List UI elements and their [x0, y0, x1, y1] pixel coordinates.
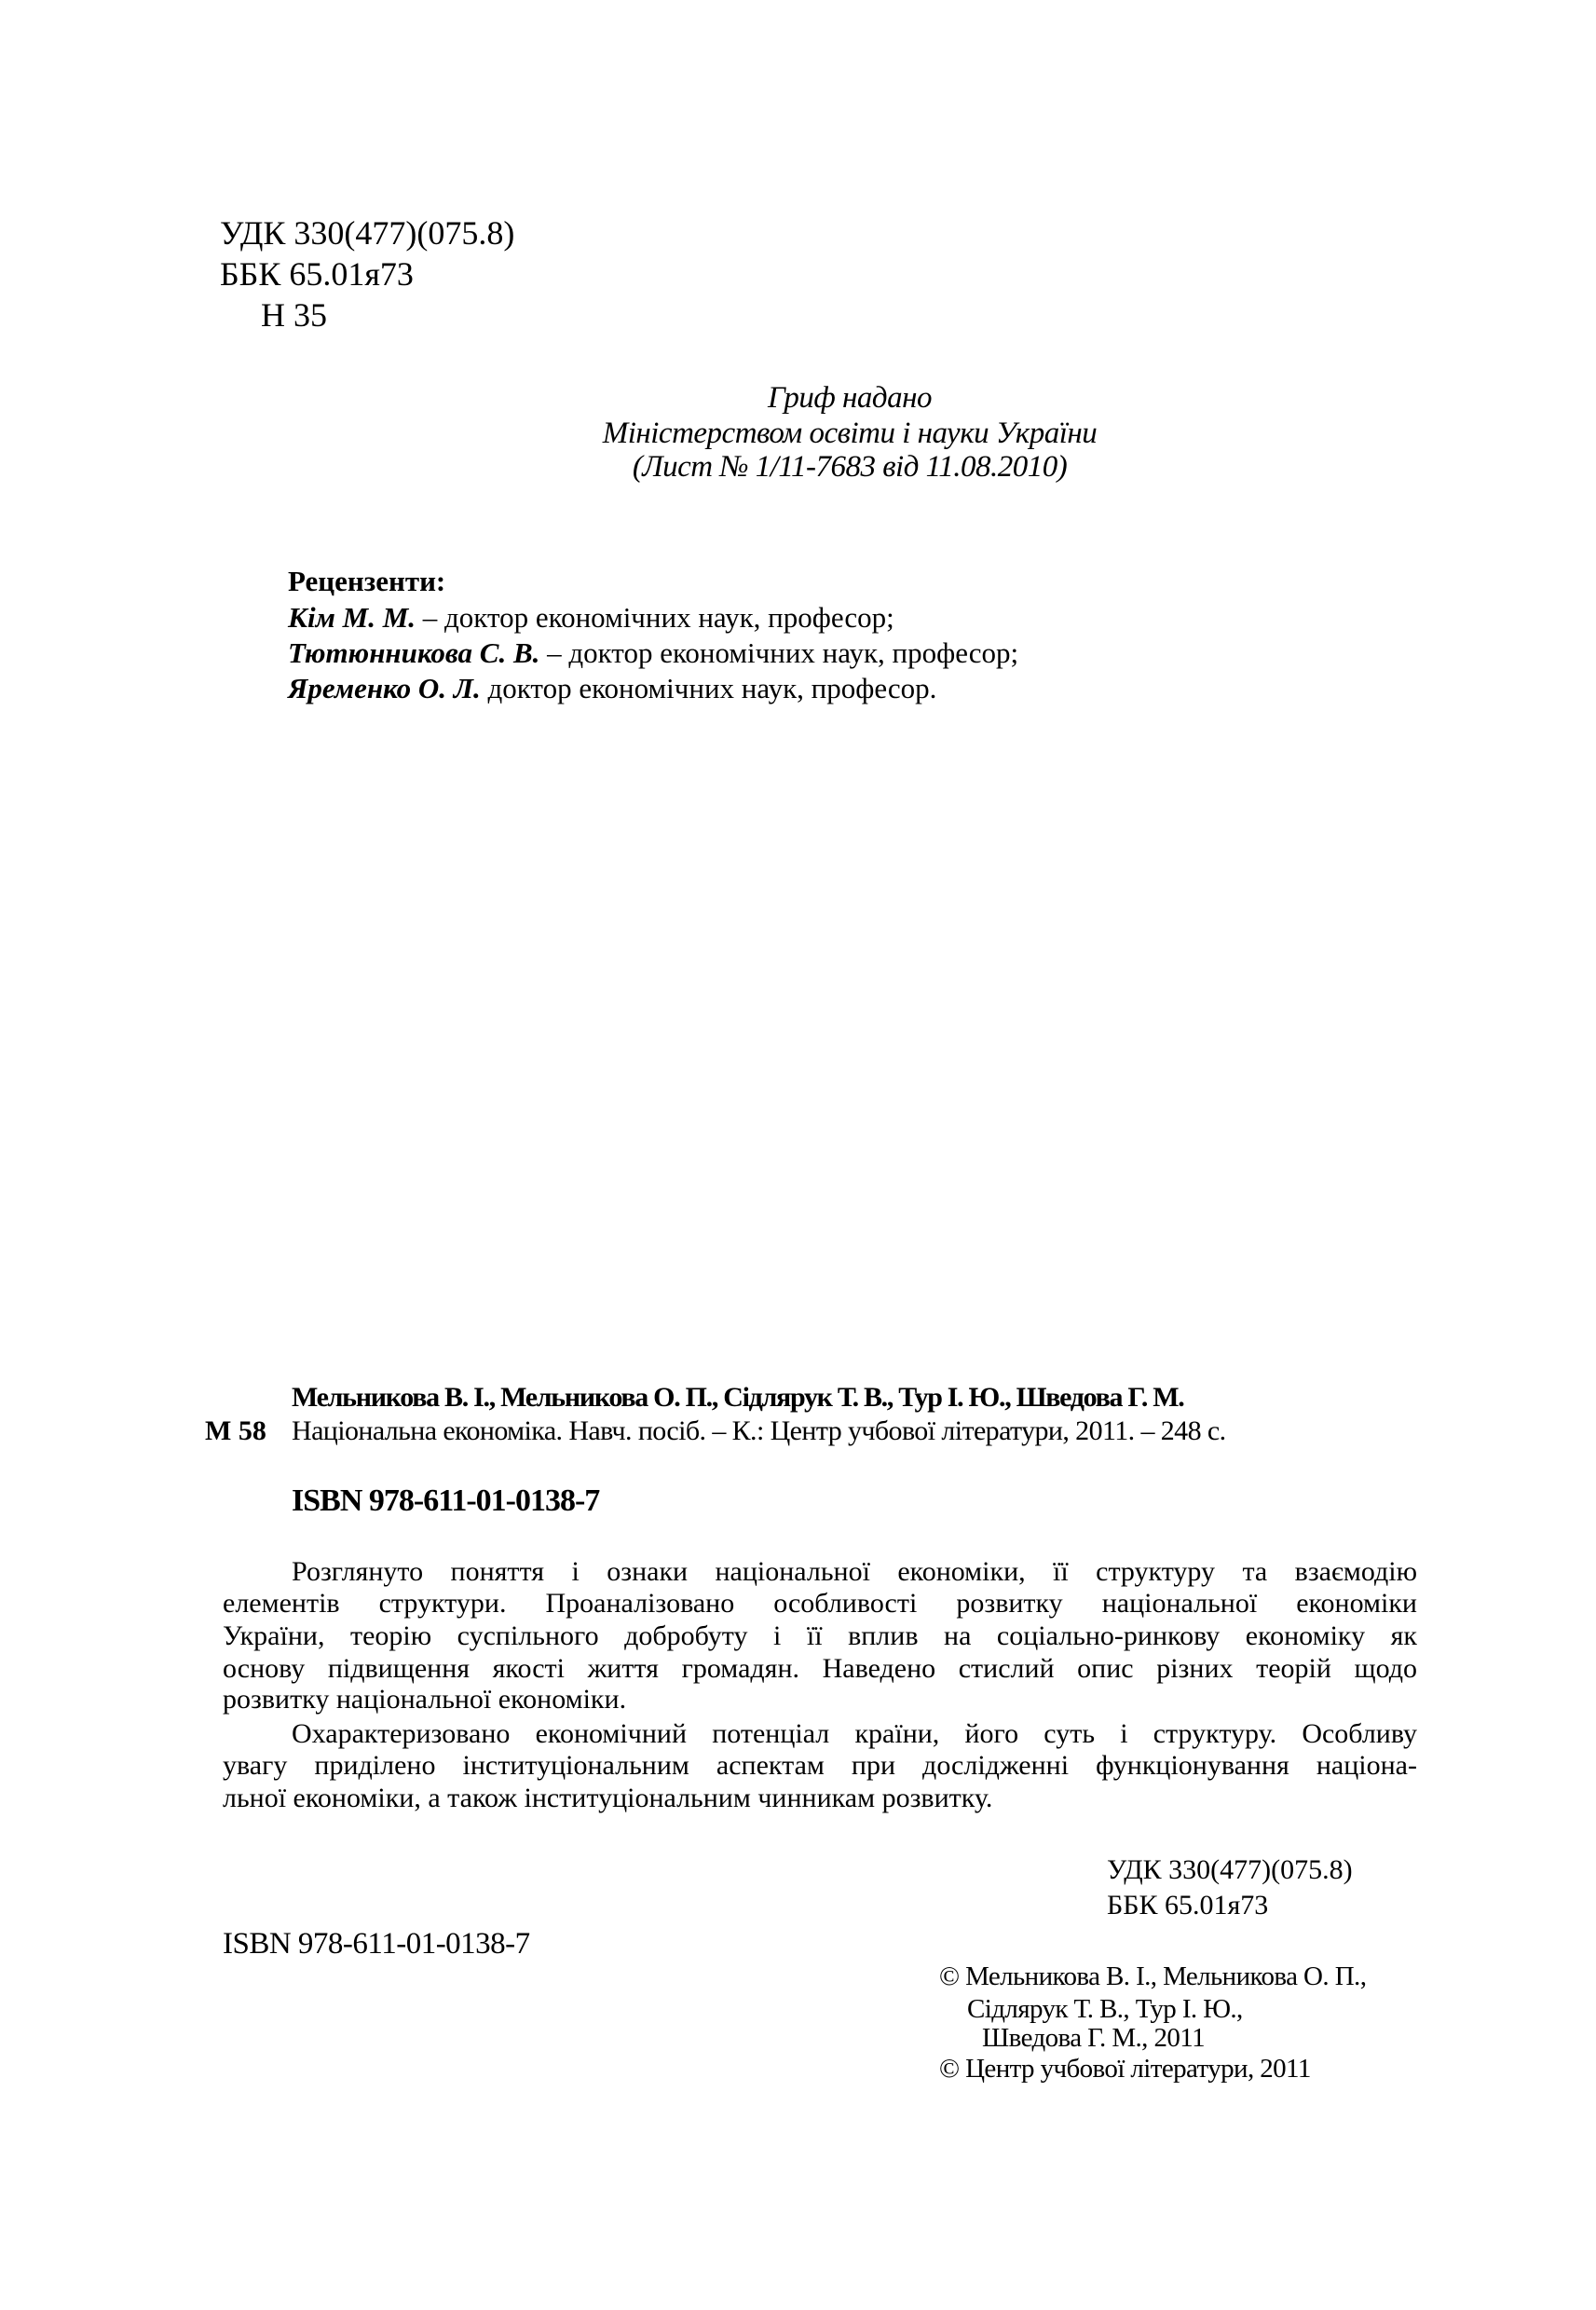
abstract-line: Розглянуто поняття і ознаки національної економіки, її структуру та взаємодію — [292, 1556, 1417, 1587]
reviewer-desc: – доктор економічних наук, професор; — [416, 601, 894, 634]
abstract-line: льної економіки, а також інституціональним чинникам розвитку. — [223, 1783, 993, 1813]
grif-line-1: Гриф надано — [768, 381, 932, 415]
reviewer-1 — [288, 603, 894, 632]
reviewer-desc: доктор економічних наук, професор. — [480, 672, 937, 704]
footer-bbk: ББК 65.01я73 — [1107, 1890, 1269, 1920]
reviewer-name: Яременко О. Л. — [288, 672, 481, 704]
copyright-line: Сідлярук Т. В., Тур І. Ю., — [967, 1994, 1243, 2024]
book-title-line: Національна економіка. Навч. посіб. – К.: Центр учбової літератури, 2011. – 248 с. — [292, 1415, 1226, 1446]
abstract-line: України, теорію суспільного добробуту і її вплив на соціально-ринкову економіку як — [223, 1620, 1417, 1651]
copyright-line: Шведова Г. М., 2011 — [982, 2023, 1206, 2053]
reviewer-name: Тютюнникова С. В. — [288, 636, 540, 669]
book-authors: Мельникова В. І., Мельникова О. П., Сідлярук Т. В., Тур І. Ю., Шведова Г. М. — [292, 1382, 1184, 1413]
abstract-line: елементів структури. Проаналізовано особливості розвитку національної економіки — [223, 1588, 1417, 1619]
footer-isbn: ISBN 978-611-01-0138-7 — [223, 1927, 530, 1961]
author-mark: Н 35 — [261, 296, 327, 334]
abstract-line: основу підвищення якості життя громадян. Наведено стислий опис різних теорій щодо — [223, 1653, 1417, 1684]
isbn-bold: ISBN 978-611-01-0138-7 — [292, 1483, 600, 1518]
abstract-line: розвитку національної економіки. — [223, 1684, 627, 1715]
grif-line-3: (Лист № 1/11-7683 від 11.08.2010) — [632, 450, 1068, 484]
reviewer-desc: – доктор економічних наук, професор; — [539, 636, 1019, 669]
grif-line-2: Міністерством освіти і науки України — [602, 417, 1098, 450]
book-code: М 58 — [205, 1415, 266, 1446]
udk-code: УДК 330(477)(075.8) — [220, 214, 515, 252]
abstract-line: увагу приділено інституціональним аспектам при дослідженні функціонування націона- — [223, 1750, 1417, 1781]
abstract-line: Охарактеризовано економічний потенціал країни, його суть і структуру. Особливу — [292, 1718, 1417, 1749]
copyright-line: © Мельникова В. І., Мельникова О. П., — [939, 1961, 1367, 1991]
footer-udk: УДК 330(477)(075.8) — [1107, 1854, 1353, 1885]
reviewer-2 — [288, 638, 1018, 667]
copyright-line: © Центр учбової літератури, 2011 — [939, 2054, 1311, 2084]
reviewers-heading: Рецензенти: — [288, 565, 446, 597]
reviewer-3 — [288, 674, 936, 703]
reviewer-name: Кім М. М. — [288, 601, 416, 634]
bbk-code: ББК 65.01я73 — [220, 255, 414, 293]
